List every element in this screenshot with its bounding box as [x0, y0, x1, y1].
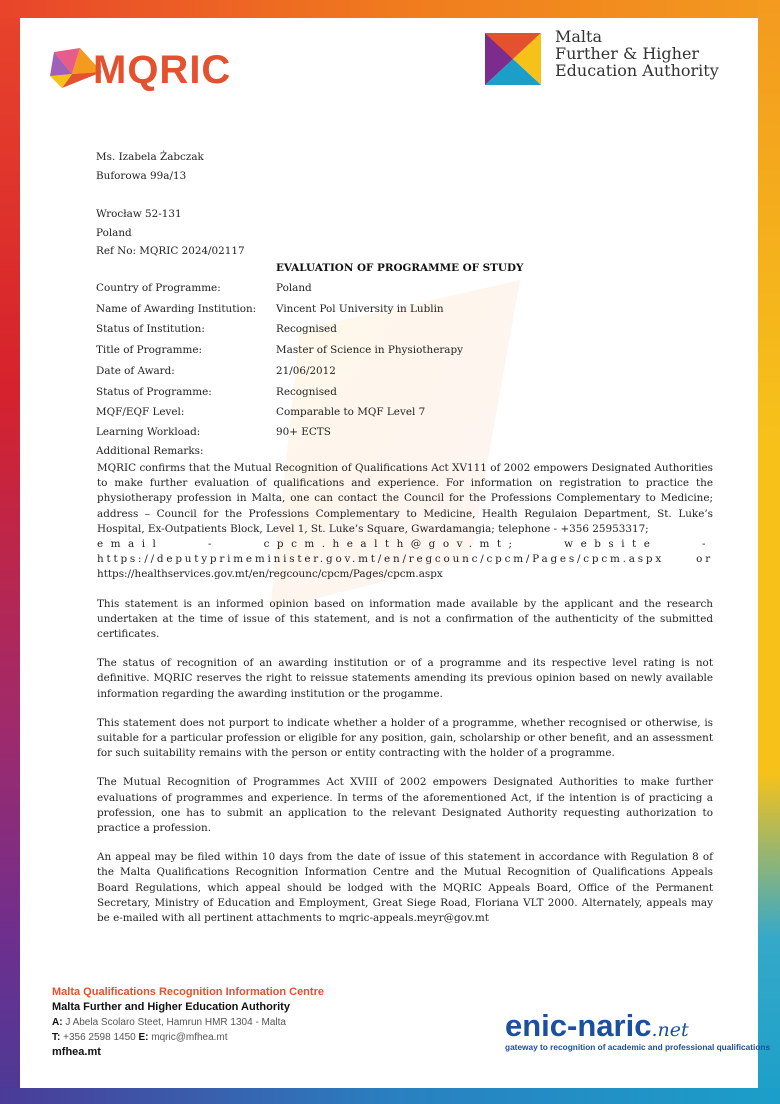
remarks-paragraph-1	[97, 461, 713, 583]
field-label: Country of Programme:	[96, 282, 221, 294]
field-label: Learning Workload:	[96, 426, 201, 438]
footer-phone-email	[52, 1030, 324, 1045]
recipient-country: Poland	[96, 227, 132, 239]
phone-text: +356 2598 1450	[63, 1032, 136, 1043]
recipient-city: Wrocław 52-131	[96, 208, 182, 220]
email-link[interactable]: mqric@mfhea.mt	[151, 1032, 228, 1043]
email-label: E:	[138, 1032, 149, 1043]
enic-tagline: gateway to recognition of academic and professional qualifications	[505, 1042, 771, 1052]
remarks-paragraph-3: The status of recognition of an awarding institution or of a programme and its respective level rating is not definitive. MQRIC reserves the right to reissue statements amending its previous opinion based on newly available information regarding the awarding institution or the progamme.	[97, 657, 713, 700]
enic-net-text: .net	[651, 1019, 689, 1041]
field-value: Vincent Pol University in Lublin	[276, 303, 444, 315]
field-value: Recognised	[276, 323, 337, 335]
evaluation-title: EVALUATION OF PROGRAMME OF STUDY	[276, 262, 524, 274]
remarks-p1-email: email - cpcm.health@gov.mt; website -	[97, 538, 713, 551]
remarks-p1-main: MQRIC confirms that the Mutual Recognition of Qualifications Act XV111 of 2002 empowers Designated Authorities to make further evaluation of qualifications and experience. For information on registration to practice the physiotherapy profession in Malta, one can contact the Council for the Professions Complementary to Medicine; address – Council for the Professions Complementary to Medicine, Health Regulaion Department, St. Luke’s Hospital, Ex-Outpatients Block, Level 1, St. Luke’s Square, Gwardamangia; telephone - +356 25953317;	[97, 462, 713, 535]
recipient-street: Buforowa 99a/13	[96, 170, 187, 182]
field-label: Date of Award:	[96, 365, 175, 377]
remarks-paragraph-6: An appeal may be filed within 10 days from the date of issue of this statement in accordance with Regulation 8 of the Malta Qualifications Recognition Information Centre and the Mutual Recognition of Qualifications Appeals Board Regulations, which appeal should be lodged with the MQRIC Appeals Board, Office of the Permanent Secretary, Ministry of Education and Employment, Great Siege Road, Floriana VLT 2000. Alternately, appeals may be e-mailed with all pertinent attachments to mqric-appeals.meyr@gov.mt	[97, 851, 713, 925]
field-label: MQF/EQF Level:	[96, 406, 185, 418]
field-label: Status of Programme:	[96, 386, 212, 398]
remarks-label: Additional Remarks:	[96, 445, 204, 457]
footer-authority: Malta Further and Higher Education Authority	[52, 1001, 290, 1013]
field-value: Master of Science in Physiotherapy	[276, 344, 464, 356]
footer-centre: Malta Qualifications Recognition Information Centre	[52, 986, 324, 998]
footer-website[interactable]: mfhea.mt	[52, 1046, 101, 1058]
field-value: Poland	[276, 282, 312, 294]
footer-contact	[52, 985, 324, 1060]
mqric-logo-text: MQRIC	[93, 48, 232, 92]
field-value: Recognised	[276, 386, 337, 398]
footer-address	[52, 1015, 324, 1030]
remarks-p1-url1: https://deputyprimeminister.gov.mt/en/regcounc/cpcm/Pages/cpcm.aspx or	[97, 553, 713, 566]
mfhea-line-1: Malta	[555, 27, 603, 46]
mfhea-line-2: Further & Higher	[555, 44, 700, 63]
field-label: Title of Programme:	[96, 344, 202, 356]
mfhea-logo-text	[555, 28, 719, 79]
remarks-paragraph-5: The Mutual Recognition of Programmes Act XVIII of 2002 empowers Designated Authorities to make further evaluations of programmes and experience. In terms of the aforementioned Act, if the intention is of practicing a profession, one has to submit an application to the relevant Designated Authority requesting authorization to practice a profession.	[97, 776, 713, 835]
address-text: J Abela Scolaro Steet, Hamrun HMR 1304 - Malta	[65, 1017, 286, 1028]
enic-naric-text: enic-naric	[505, 1008, 652, 1043]
address-label: A:	[52, 1017, 63, 1028]
remarks-p1-url2: https://healthservices.gov.mt/en/regcounc/cpcm/Pages/cpcm.aspx	[97, 568, 443, 581]
recipient-name: Ms. Izabela Żabczak	[96, 151, 204, 163]
field-label: Name of Awarding Institution:	[96, 303, 257, 315]
field-value: 90+ ECTS	[276, 426, 331, 438]
phone-label: T:	[52, 1032, 61, 1043]
reference-number: Ref No: MQRIC 2024/02117	[96, 245, 245, 257]
field-value: Comparable to MQF Level 7	[276, 406, 426, 418]
remarks-body	[97, 461, 713, 940]
mfhea-logo-mark	[480, 28, 546, 90]
field-value: 21/06/2012	[276, 365, 336, 377]
remarks-paragraph-2: This statement is an informed opinion based on information made available by the applicant and the research undertaken at the time of issue of this statement, and is not a confirmation of the authenticity of the submitted certificates.	[97, 597, 713, 641]
remarks-paragraph-4: This statement does not purport to indicate whether a holder of a programme, whether recognised or otherwise, is suitable for a particular profession or eligible for any position, gain, scholarship or other benefit, and an assessment for such suitability remains with the person or entity contracting with the holder of a programme.	[97, 716, 713, 760]
mfhea-line-3: Education Authority	[555, 61, 719, 80]
enic-naric-logo	[505, 1008, 770, 1052]
field-label: Status of Institution:	[96, 323, 205, 335]
